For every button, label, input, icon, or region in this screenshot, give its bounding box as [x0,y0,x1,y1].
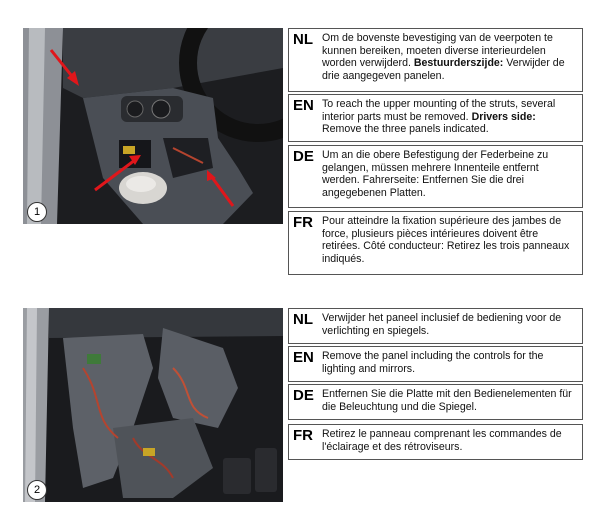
language-code-en: EN [293,97,314,114]
language-code-fr: FR [293,214,313,231]
step-1-de-box [288,145,583,208]
step-2-en-box [288,346,583,382]
language-code-de: DE [293,387,314,404]
language-code-fr: FR [293,427,313,444]
step-number-badge: 1 [27,202,47,222]
language-code-nl: NL [293,311,313,328]
step-2-en-text: Remove the panel including the controls for the lighting and mirrors. [322,350,544,375]
step-2-de-text: Entfernen Sie die Platte mit den Bedienelementen für die Beleuchtung und die Spiegel. [322,388,572,413]
language-code-nl: NL [293,31,313,48]
step-1-de-text: Um an die obere Befestigung der Federbeine zu gelangen, müssen mehrere Innenteile entfernt werden. Fahrerseite: Entfernen Sie die drei angegebenen Platten. [322,149,549,199]
step-2-fr-text: Retirez le panneau comprenant les commandes de l'éclairage et des rétroviseurs. [322,428,562,453]
step-2-photo [23,308,283,502]
step-2-de-box [288,384,583,420]
step-2-dashboard-illustration [23,308,283,502]
step-1-fr-box [288,211,583,275]
step-2-nl-text: Verwijder het paneel inclusief de bediening voor de verlichting en spiegels. [322,312,562,337]
step-1-nl-box [288,28,583,92]
step-1-dashboard-illustration [23,28,283,224]
step-2-fr-box [288,424,583,460]
language-code-en: EN [293,349,314,366]
step-number-badge: 2 [27,480,47,500]
step-1-en-box [288,94,583,142]
step-1-fr-text: Pour atteindre la fixation supérieure des jambes de force, plusieurs pièces intérieures doivent être retirées. Côté conducteur: Retirez les trois panneaux indiqués. [322,215,570,265]
step-1-en-text: To reach the upper mounting of the struts, several interior parts must be removed. Drivers side: Remove the three panels indicated. [322,98,556,136]
step-2-nl-box [288,308,583,344]
language-code-de: DE [293,148,314,165]
step-1-photo [23,28,283,224]
step-1-nl-text: Om de bovenste bevestiging van de veerpoten te kunnen bereiken, moeten diverse interieurdelen worden verwijderd. Bestuurderszijde: Verwijder de drie aangegeven panelen. [322,32,565,82]
